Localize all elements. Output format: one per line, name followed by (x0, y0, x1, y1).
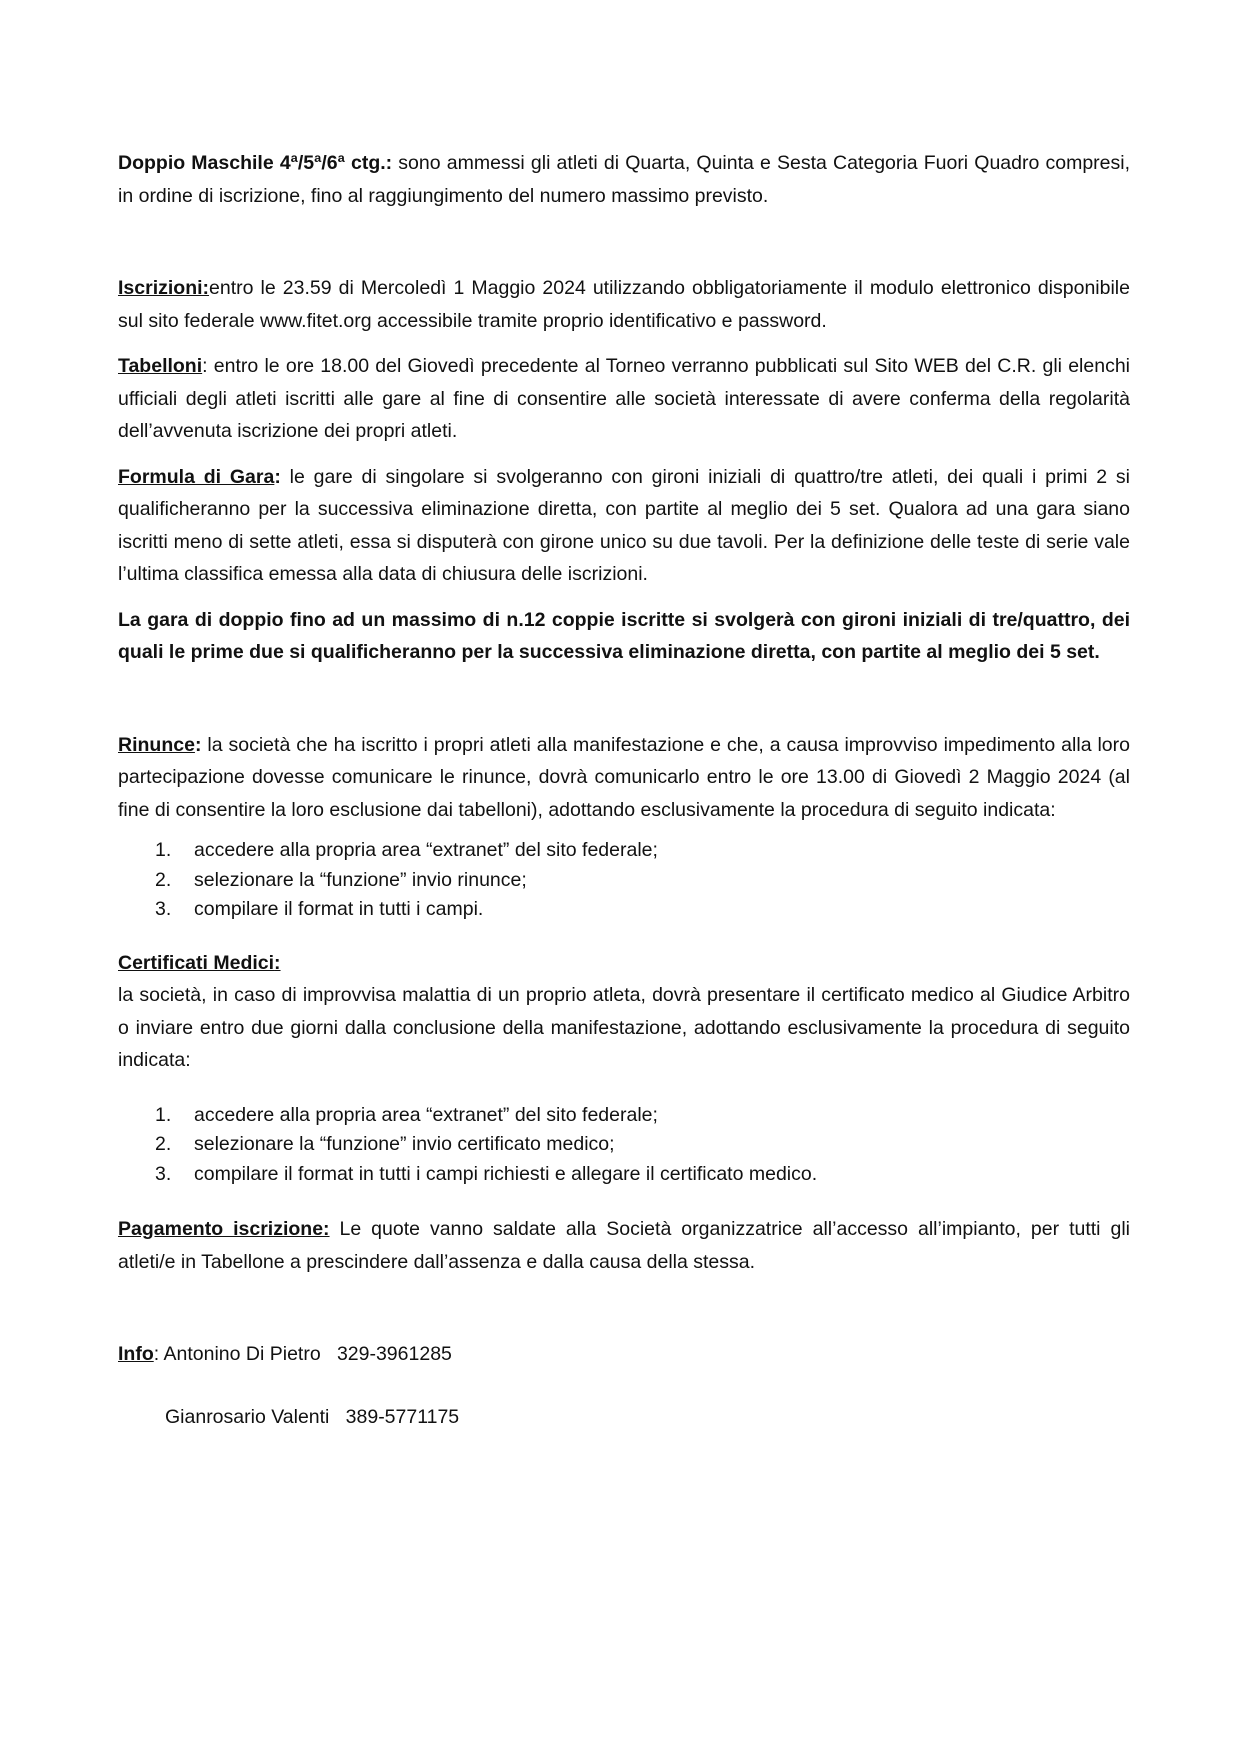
certificati-heading: Certificati Medici (118, 951, 275, 974)
doppio-maschile-text: sono ammessi gli atleti di Quarta, Quinta e Sesta Categoria Fuori Quadro compresi, in ordine di iscrizione, fino al raggiungimento del numero massimo previsto. (118, 152, 1131, 207)
list-item (118, 1130, 1130, 1160)
certificati-colon: : (274, 951, 281, 974)
list-item-number: 2. (155, 1133, 172, 1155)
rinunce-heading: Rinunce (118, 733, 195, 756)
list-item-text: selezionare la “funzione” invio rinunce; (194, 868, 527, 891)
list-item (118, 836, 1130, 866)
rinunce-colon: : (194, 733, 202, 756)
list-item-number: 2. (155, 868, 172, 891)
list-item (118, 866, 1130, 896)
list-item-number: 1. (155, 839, 172, 861)
iscrizioni-paragraph (118, 272, 1130, 337)
tabelloni-text: : entro le ore 18.00 del Giovedì precedente al Torneo verranno pubblicati sul Sito WEB del C.R. gli elenchi ufficiali degli atleti iscritti alle gare al fine di consentire alle società interessate di avere conferma della regolarità dell’avvenuta iscrizione dei propri atleti. (118, 355, 1130, 442)
formula-text: le gare di singolare si svolgeranno con gironi iniziali di quattro/tre atleti, dei quali i primi 2 si qualificheranno per la successiva eliminazione diretta, con partite al meglio dei 5 set. Qualora ad una gara siano iscritti meno di sette atleti, essa si disputerà con girone unico su due tavoli. Per la definizione delle teste di serie vale l’ultima classifica emessa alla data di chiusura delle iscrizioni. (118, 465, 1130, 585)
list-item (118, 895, 1130, 925)
pagamento-text: Le quote vanno saldate alla Società organizzatrice all’accesso all’impianto, per tutti gli atleti/e in Tabellone a prescindere dall’assenza e dalla causa della stessa. (118, 1218, 1130, 1273)
info-heading: Info (118, 1343, 154, 1365)
list-item-text: accedere alla propria area “extranet” del sito federale; (194, 839, 658, 861)
certificati-heading-line (118, 947, 1130, 980)
contact-phone: 329-3961285 (336, 1343, 452, 1365)
doppio-maschile-paragraph (118, 147, 1130, 212)
rinunce-text: la società che ha iscritto i propri atleti alla manifestazione e che, a causa improvviso impedimento alla loro partecipazione dovesse comunicare le rinunce, dovrà comunicarlo entro le ore 13.00 di Giovedì 2 Maggio 2024 (al fine di consentire la loro esclusione dai tabelloni), adottando esclusivamente la procedura di seguito indicata: (118, 733, 1130, 821)
list-item-number: 3. (155, 1162, 172, 1185)
pagamento-heading: Pagamento iscrizione: (118, 1218, 330, 1240)
info-row-1 (118, 1338, 1130, 1371)
contact-name: Antonino Di Pietro (163, 1343, 321, 1365)
list-item-number: 1. (155, 1103, 172, 1126)
list-item-text: accedere alla propria area “extranet” del sito federale; (194, 1103, 658, 1126)
formula-colon: : (274, 465, 281, 488)
list-item-text: compilare il format in tutti i campi. (194, 898, 484, 920)
tabelloni-heading: Tabelloni (118, 355, 203, 377)
doppio-maschile-heading: Doppio Maschile 4ª/5ª/6ª ctg.: (118, 152, 393, 174)
iscrizioni-text: entro le 23.59 di Mercoledì 1 Maggio 2024 utilizzando obbligatoriamente il modulo elettronico disponibile sul sito federale www.fitet.org accessibile tramite proprio identificativo e password. (118, 277, 1130, 332)
rinunce-paragraph (118, 729, 1130, 827)
info-row-2 (118, 1401, 1130, 1434)
list-item-text: selezionare la “funzione” invio certificato medico; (194, 1133, 615, 1155)
certificati-paragraph: la società, in caso di improvvisa malattia di un proprio atleta, dovrà presentare il certificato medico al Giudice Arbitro o inviare entro due giorni dalla conclusione della manifestazione, adottando esclusivamente la procedura di seguito indicata: (118, 984, 1130, 1071)
pagamento-paragraph (118, 1213, 1130, 1278)
rinunce-steps-list (118, 836, 1130, 925)
document-page (118, 147, 1130, 1433)
formula-doppio-paragraph: La gara di doppio fino ad un massimo di n.12 coppie iscritte si svolgerà con gironi iniziali di tre/quattro, dei quali le prime due si qualificheranno per la successiva eliminazione diretta, con partite al meglio dei 5 set. (118, 608, 1130, 663)
list-item (118, 1101, 1130, 1131)
formula-heading: Formula di Gara (118, 465, 275, 488)
iscrizioni-heading: Iscrizioni: (118, 277, 210, 299)
list-item-number: 3. (155, 898, 172, 920)
list-item-text: compilare il format in tutti i campi richiesti e allegare il certificato medico. (194, 1162, 818, 1185)
list-item (118, 1160, 1130, 1190)
contact-phone: 389-5771175 (345, 1405, 460, 1428)
contact-name: Gianrosario Valenti (165, 1405, 330, 1428)
formula-paragraph (118, 461, 1130, 591)
certificati-steps-list (118, 1101, 1130, 1190)
info-colon: : (153, 1343, 164, 1365)
tabelloni-paragraph (118, 350, 1130, 448)
